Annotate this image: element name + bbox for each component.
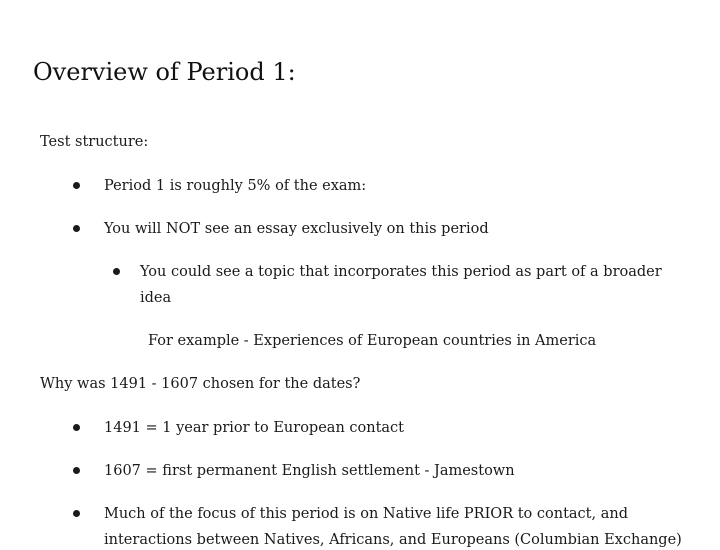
bullet-icon bbox=[73, 510, 80, 517]
bullet-item-focus-line1: Much of the focus of this period is on Native life PRIOR to contact, and bbox=[104, 506, 628, 522]
bullet-icon bbox=[73, 424, 80, 431]
sub-bullet-topic-line2: idea bbox=[140, 290, 172, 306]
bullet-item-1491: 1491 = 1 year prior to European contact bbox=[104, 420, 404, 436]
bullet-icon bbox=[113, 268, 120, 275]
bullet-icon bbox=[73, 225, 80, 232]
bullet-icon bbox=[73, 182, 80, 189]
bullet-item-no-essay: You will NOT see an essay exclusively on this period bbox=[104, 221, 489, 237]
bullet-item-1607: 1607 = first permanent English settlement - Jamestown bbox=[104, 463, 515, 479]
bullet-icon bbox=[73, 467, 80, 474]
dates-heading: Why was 1491 - 1607 chosen for the dates? bbox=[40, 376, 361, 392]
bullet-item-period-weight: Period 1 is roughly 5% of the exam: bbox=[104, 178, 367, 194]
sub-bullet-topic-line1: You could see a topic that incorporates this period as part of a broader bbox=[140, 264, 662, 280]
example-text: For example - Experiences of European countries in America bbox=[148, 333, 597, 349]
bullet-item-focus-line2: interactions between Natives, Africans, and Europeans (Columbian Exchange) bbox=[104, 532, 682, 548]
slide-title: Overview of Period 1: bbox=[33, 58, 296, 86]
test-structure-heading: Test structure: bbox=[40, 134, 149, 150]
